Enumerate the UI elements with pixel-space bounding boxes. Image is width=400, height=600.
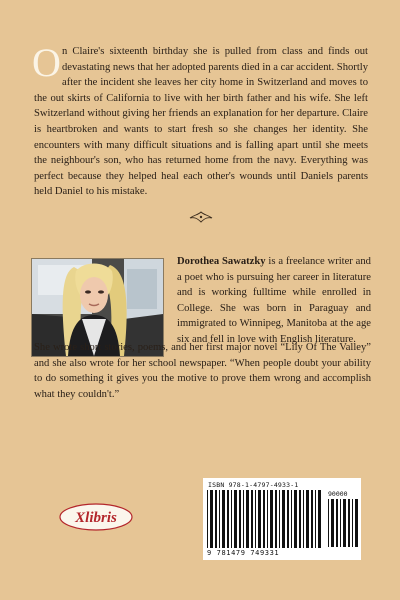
- ean-digits: 9 781479 749331: [207, 549, 280, 557]
- price-barcode-bars: [328, 499, 358, 547]
- barcode-bars: [207, 490, 325, 548]
- isbn-text: ISBN 978-1-4797-4933-1: [208, 481, 299, 489]
- price-code: 90000: [328, 490, 348, 498]
- author-bio-continued: [34, 340, 371, 402]
- synopsis-paragraph: [32, 40, 368, 200]
- publisher-logo: [58, 502, 134, 532]
- author-bio: [177, 254, 371, 348]
- author-bio-text-part1: is a freelance writer and a poet who is pursuing her career in literature and is working fulltime while enrolled in College. She was born in Paraguay and immigrated to Winnipeg, Manitoba at the age six and fell in love with English literature.: [177, 256, 371, 345]
- flourish-ornament-icon: [187, 210, 215, 224]
- author-bio-text-part2: She wrote short stories, poems, and her first major novel “Lily Of The Valley” and she also wrote for her school newspaper. “When people doubt your ability to do something it gives you the motive to prove them wrong and accomplish what they couldn't.”: [34, 342, 371, 400]
- publisher-name: Xlibris: [75, 510, 117, 526]
- synopsis-text: n Claire's sixteenth birthday she is pulled from class and finds out devastating news that her adopted parents died in a car accident. Shortly after the incident she leaves her city home in Switzerland and moves to the out skirts of California to live with her birth father and his wife. She left Switzerland without giving her friends an explanation for her departure. Claire is heartbroken and wants to start fresh so she changes her identity. She encounters with many difficult situations and is falling apart until she meets the neighbour's son, who has returned home from the navy. Everything was perfect because they helped heal each other's wounds until Daniels parents held Daniel to his mistake.: [34, 46, 368, 198]
- isbn-barcode: [203, 478, 361, 560]
- drop-cap: O: [32, 40, 61, 85]
- author-name: Dorothea Sawatzky: [177, 256, 266, 267]
